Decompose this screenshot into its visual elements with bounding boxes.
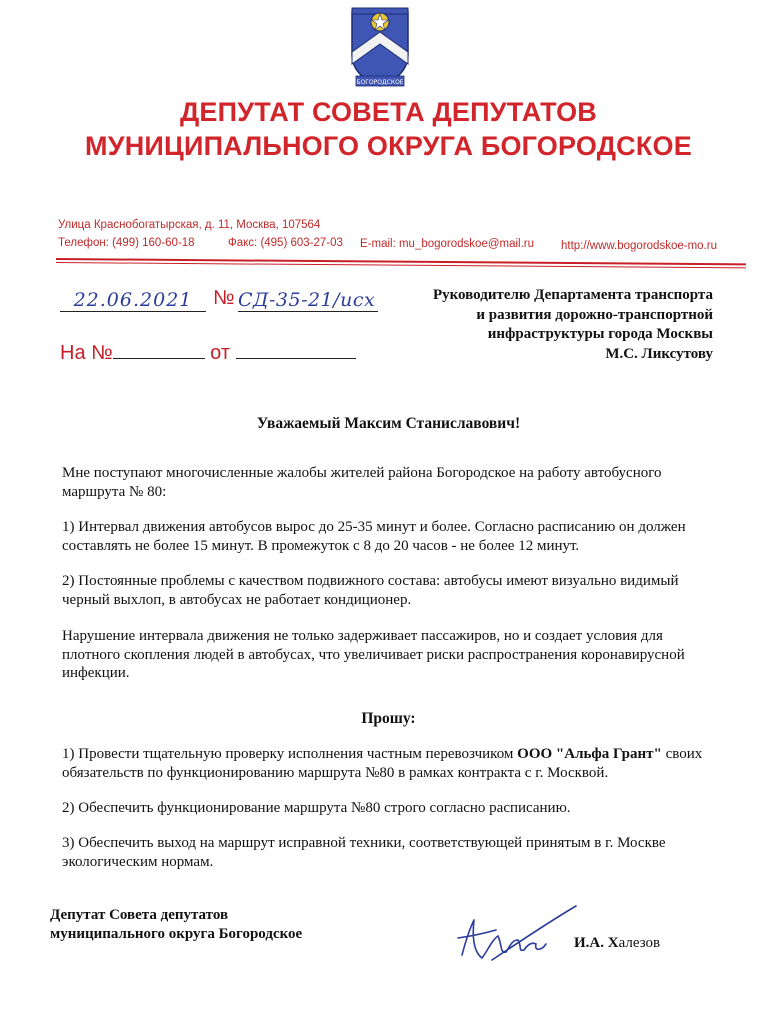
reply-date-blank (236, 340, 356, 359)
salutation: Уважаемый Максим Станиславович! (256, 415, 521, 432)
reply-number-blank (113, 340, 205, 359)
signer-title-line: муниципального округа Богородское (50, 926, 303, 942)
letterhead-title-line-2: МУНИЦИПАЛЬНОГО ОКРУГА БОГОРОДСКОЕ (85, 131, 692, 161)
request-item: 3) Обеспечить выход на маршрут исправной техники, соответствующей принятым в г. Москве экологическим нормам. (62, 835, 666, 870)
body-paragraph: Мне поступают многочисленные жалобы жителей района Богородское на работу автобусного маршрута № 80: (62, 465, 662, 500)
body-paragraph: Нарушение интервала движения не только задерживает пассажиров, но и создает условия для плотного скопления людей в автобусах, что увеличивает риски распространения коронавирусной инфекции. (62, 628, 685, 681)
request-item-text: 1) Провести тщательную проверку исполнения частным перевозчиком (62, 746, 518, 762)
outgoing-number: СД-35-21/исх (238, 289, 378, 312)
request-item-text: своих обязательств по функционированию маршрута №80 в рамках контракта с г. Москвой. (62, 746, 703, 781)
letterhead-title-line-1: ДЕПУТАТ СОВЕТА ДЕПУТАТОВ (179, 97, 598, 127)
outgoing-number-sign: № (213, 287, 235, 309)
handwritten-signature (452, 900, 582, 970)
addressee-block (433, 286, 713, 364)
signer-title (50, 906, 302, 944)
addressee-line: и развития дорожно-транспортной (476, 306, 713, 323)
request-item: 2) Обеспечить функционирование маршрута №80 строго согласно расписанию. (62, 800, 571, 816)
letterhead-email: E-mail: mu_bogorodskoe@mail.ru (360, 238, 535, 250)
reply-number-label: На № (60, 342, 113, 364)
addressee-line: Руководителю Департамента транспорта (432, 287, 713, 303)
reply-from-label: от (210, 342, 230, 364)
addressee-name: М.С. Ликсутову (605, 345, 713, 362)
signer-initials: И.А. Х (574, 935, 619, 951)
emblem-text: БОГОРОДСКОЕ (356, 79, 404, 86)
coat-of-arms-logo (348, 2, 412, 90)
letterhead-website: http://www.bogorodskoe-mo.ru (561, 240, 717, 252)
signer-surname: алезов (618, 935, 661, 951)
company-name: ООО "Альфа Грант" (517, 746, 662, 762)
request-item (62, 745, 712, 782)
request-heading: Прошу: (361, 710, 416, 727)
letterhead-phone: Телефон: (499) 160-60-18 (58, 237, 195, 249)
letterhead-address: Улица Краснобогатырская, д. 11, Москва, 107564 (58, 219, 321, 231)
body-paragraph: 1) Интервал движения автобусов вырос до 25-35 минут и более. Согласно расписанию он должен составлять не более 15 минут. В промежуток с 8 до 20 часов - не более 12 минут. (62, 519, 686, 554)
signer-name (574, 935, 660, 952)
letterhead-fax: Факс: (495) 603-27-03 (228, 237, 343, 249)
outgoing-date: 22.06.2021 (60, 289, 206, 312)
body-paragraph: 2) Постоянные проблемы с качеством подвижного состава: автобусы имеют визуально видимый черный выхлоп, в автобусах не работает кондиционер. (62, 573, 679, 608)
addressee-line: инфраструктуры города Москвы (487, 326, 713, 342)
reply-reference (60, 340, 356, 365)
signer-title-line: Депутат Совета депутатов (50, 907, 229, 923)
